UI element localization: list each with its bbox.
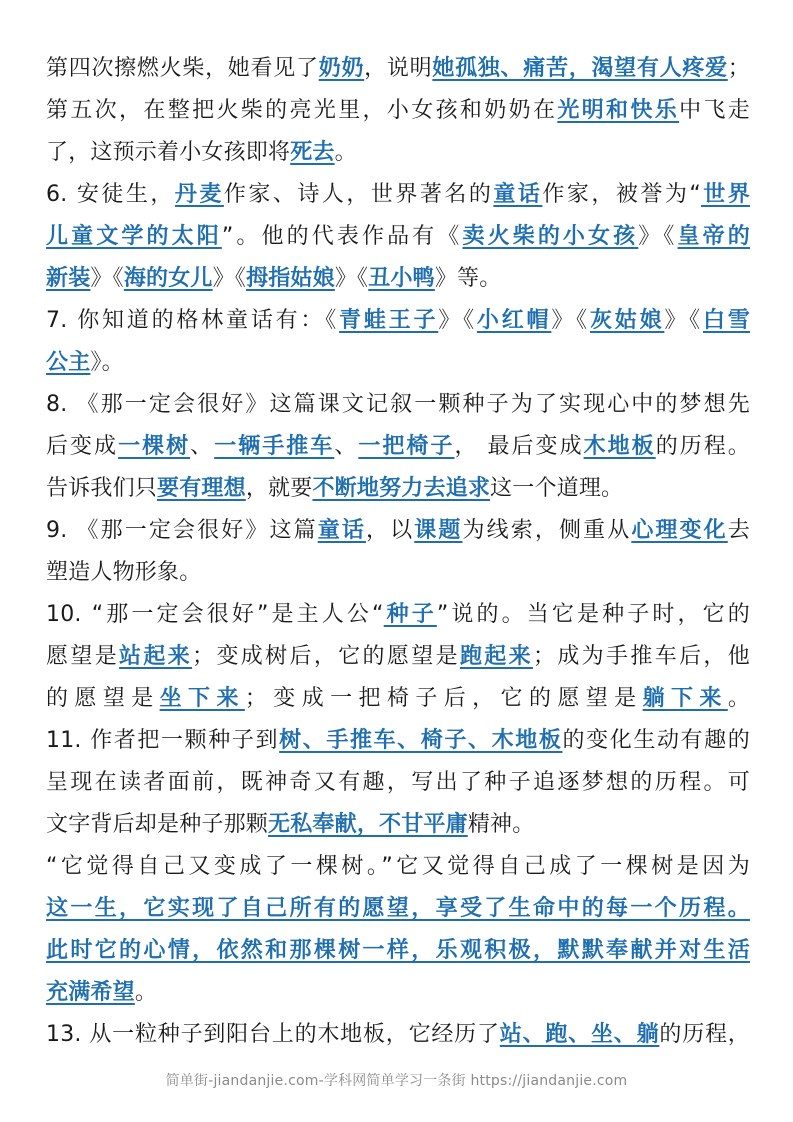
body-text: 》《 [664,308,703,333]
answer-text: 丹麦 [174,182,224,207]
body-text: 告诉我们只 [46,476,158,501]
body-text: ，说明 [364,56,433,81]
text-line [46,762,750,804]
document-body [46,48,750,1056]
text-line [46,510,750,552]
text-line [46,216,750,258]
body-text: 为线索，侧重从 [462,518,632,543]
answer-text: 光明和快乐 [557,98,680,123]
body-text: 精神。 [467,812,535,837]
body-text: ， 最后变成 [454,434,584,459]
answer-text: 无私奉献，不甘平庸 [268,812,468,837]
body-text: 后变成 [46,434,119,459]
body-text: 。 [134,980,158,1005]
text-line [46,48,750,90]
body-text: 》《 [334,266,369,291]
answer-text: 一辆手推车 [214,434,335,459]
answer-text: 灰姑娘 [589,308,665,333]
text-line [46,846,750,888]
body-text: “它觉得自己又变成了一棵树。”它又觉得自己成了一棵树是因为 [46,854,750,879]
answer-text: 拇指姑娘 [246,266,335,291]
body-text: ”。他的代表作品有《 [221,224,463,249]
answer-text: 公主 [46,350,91,375]
answer-text: 死去 [290,140,335,165]
answer-text: 卖火柴的小女孩 [462,224,639,249]
text-line [46,972,750,1014]
body-text: ”说的。当它是种子时，它的 [436,602,751,627]
body-text: 8. 《那一定会很好》这篇课文记叙一颗种子为了实现心中的梦想先 [46,392,750,417]
body-text: 10. “那一定会很好”是主人公“ [46,602,384,627]
body-text: 、 [190,434,215,459]
answer-text: 充满希望 [46,980,135,1005]
answer-text: 课题 [414,518,463,543]
answer-text: 丑小鸭 [368,266,435,291]
body-text: 第四次擦燃火柴，她看见了 [46,56,319,81]
text-line [46,720,750,762]
answer-text: 童话 [317,518,366,543]
text-line [46,804,750,846]
body-text: 》等。 [434,266,502,291]
body-text: 作家，被誉为“ [542,182,701,207]
answer-text: 不断地努力去追求 [312,476,491,501]
body-text: ，就要 [245,476,313,501]
page-footer: 简单街-jiandanjie.com-学科网简单学习一条街 https://jiandanjie.com [165,1073,628,1089]
body-text: 》《 [438,308,477,333]
answer-text: 站、跑、坐、躺 [499,1022,660,1047]
text-line [46,468,750,510]
body-text: 愿望是 [46,644,120,669]
answer-text: 跑起来 [459,644,533,669]
body-text: 的变化生动有趣的 [562,728,750,753]
body-text: 》。 [90,350,124,375]
answer-text: 小红帽 [476,308,552,333]
text-line [46,1014,750,1056]
body-text: 呈现在读者面前，既神奇又有趣，写出了种子追逐梦想的历程。可 [46,770,750,795]
body-text: 》《 [551,308,590,333]
answer-text: 树、手推车、椅子、木地板 [279,728,563,753]
body-text: 去 [727,518,750,543]
body-text: 的历程。 [655,434,750,459]
text-line [46,258,750,300]
body-text: ；变成树后，它的愿望是 [192,644,460,669]
answer-text: 儿童文学的太阳 [46,224,222,249]
body-text: 中飞走 [679,98,750,123]
text-line [46,90,750,132]
body-text: 文字背后却是种子那颗 [46,812,269,837]
body-text: 13. 从一粒种子到阳台上的木地板，它经历了 [46,1022,500,1047]
body-text: 第五次，在整把火柴的亮光里，小女孩和奶奶在 [46,98,558,123]
body-text: ；变成一把椅子后，它的愿望是 [244,686,643,711]
answer-text: 这一生，它实现了自己所有的愿望，享受了生命中的每一个历程。 [46,896,750,921]
text-line [46,930,750,972]
answer-text: 木地板 [583,434,656,459]
body-text: 7. 你知道的格林童话有：《 [46,308,340,333]
answer-text: 坐下来 [159,686,245,711]
body-text: 。 [727,686,751,711]
answer-text: 要有理想 [157,476,246,501]
answer-text: 新装 [46,266,91,291]
answer-text: 青蛙王子 [339,308,439,333]
text-line [46,174,750,216]
text-line [46,552,750,594]
text-line [46,300,750,342]
answer-text: 皇帝的 [677,224,750,249]
answer-text: 心理变化 [631,518,728,543]
body-text: ；成为手推车后，他 [532,644,750,669]
answer-text: 躺下来 [642,686,728,711]
body-text: ，以 [365,518,415,543]
body-text: ； [727,56,750,81]
text-line [46,132,750,174]
body-text: 》《 [638,224,678,249]
answer-text: 一棵树 [118,434,191,459]
answer-text: 她孤独、痛苦，渴望有人疼爱 [432,56,728,81]
text-line [46,678,750,720]
body-text: 11. 作者把一颗种子到 [46,728,280,753]
answer-text: 此时它的心情，依然和那棵树一样，乐观积极，默默奉献并对生活 [46,938,750,963]
answer-text: 世界 [700,182,750,207]
text-line [46,342,750,384]
body-text: 作家、诗人，世界著名的 [223,182,494,207]
body-text: 6. 安徒生， [46,182,175,207]
answer-text: 白雪 [703,308,751,333]
body-text: 、 [334,434,359,459]
body-text: 塑造人物形象。 [46,560,202,585]
answer-text: 童话 [493,182,543,207]
answer-text: 种子 [383,602,437,627]
body-text: 的历程， [659,1022,750,1047]
text-line [46,888,750,930]
body-text: 了，这预示着小女孩即将 [46,140,291,165]
text-line [46,384,750,426]
text-line [46,594,750,636]
text-line [46,636,750,678]
body-text: 9. 《那一定会很好》这篇 [46,518,318,543]
body-text: 的愿望是 [46,686,160,711]
answer-text: 海的女儿 [123,266,213,291]
answer-text: 一把椅子 [358,434,455,459]
text-line [46,426,750,468]
answer-text: 奶奶 [318,56,365,81]
body-text: 》《 [90,266,124,291]
answer-text: 站起来 [119,644,193,669]
body-text: 这一个道理。 [490,476,624,501]
body-text: 》《 [212,266,247,291]
body-text: 。 [334,140,357,165]
